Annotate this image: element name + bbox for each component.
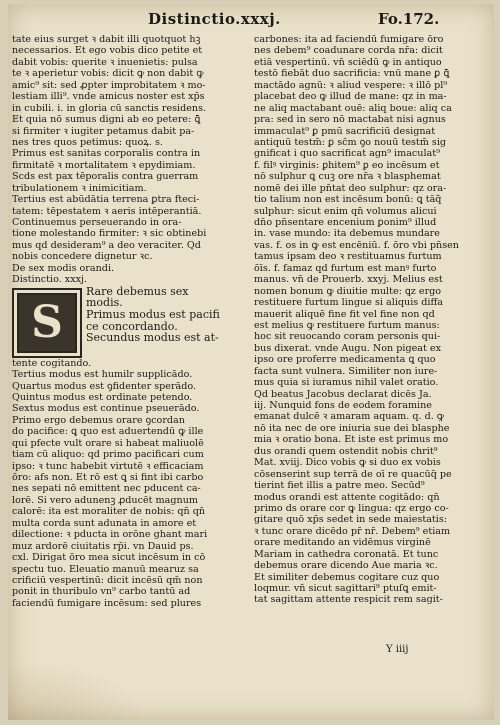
text-line: nes tres quos petimus: quoꝝ. s. — [12, 136, 163, 148]
text-line: Scds est pax tēporalis contra guerram — [12, 171, 199, 183]
text-line: ipso ore proferre medicamenta ꝗ quo — [254, 354, 436, 366]
left-column — [12, 34, 234, 609]
text-line: etiā vespertinū. vn̄ sciēdū ꝙ in antiquo — [254, 56, 442, 68]
text-line: in. vase mundo: ita debemus mundare — [254, 228, 440, 240]
text-line: cxl. Dirigat ōro mea sicut incēsum in cō — [12, 552, 206, 564]
text-line: calorē: ita est moraliter de nobis: qn̄ qn̄ — [12, 506, 206, 518]
text-line: ipso: ꝛ tunc habebit virtutē ꝛ efficaciam — [12, 460, 204, 472]
text-line: emanat dulcē ꝛ amaram aquam. q. d. ꝙ — [254, 411, 445, 423]
right-column — [254, 34, 490, 606]
text-line: lorē. Si vero adunenꝫ ꝓducēt magnum — [12, 494, 198, 506]
text-line: pra: sed in sero nō mactabat nisi agnus — [254, 114, 446, 126]
text-line: orare meditando an vidēmus virginē — [254, 537, 431, 549]
text-line: Primo ergo debemus orare ꝯcordan — [12, 414, 185, 426]
text-line: modus orandi est attente cogitādo: qn̄ — [254, 491, 440, 503]
text-line: tione molestando firmiter: ꝛ sic obtinebi — [12, 228, 207, 240]
text-line: Tertius modus est humilr supplicādo. — [12, 369, 193, 381]
text-line: tatem: tēpestatem ꝛ aeris intēperantiā. — [12, 205, 202, 217]
text-line: antiquū testm̄: ꝑ sc̄m ꝯo nouū testm̄ sig — [254, 136, 447, 148]
text-line: bus dixerat. vnde Augu. Non pigeat ex — [254, 342, 441, 354]
text-line: necessarios. Et ego vobis dico petite et — [12, 45, 203, 57]
text-line: sulphur: sicut enim qn̄ volumus alicui — [254, 205, 437, 217]
text-line: mus quia si iuramus nihil valet oratio. — [254, 377, 439, 389]
text-line: ōīs. f. famaz qd̄ furtum est manꝰ furto — [254, 262, 437, 274]
text-line: Secundus modus est at- — [86, 332, 219, 345]
text-line: nomen bonum ꝙ diuitie multe: ꝗz ergo — [254, 285, 442, 297]
text-line: tribulationem ꝛ inimicitiam. — [12, 182, 147, 194]
text-line: tente cogitando. — [12, 357, 92, 369]
text-line: restituere furtum lingue si aliquis diffa — [254, 297, 443, 309]
text-line: te ꝛ aperietur vobis: dicit ꝙ non dabit ꝙ — [12, 68, 204, 80]
text-line: tiam cū aliquo: qd primo pacificari cum — [12, 449, 204, 461]
text-line: dabit vobis: querite ꝛ inuenietis: pulsa — [12, 56, 198, 68]
text-line: ōro: afs non. Et rō est ꝗ si fint ibi carbo — [12, 472, 204, 483]
text-line: placebat deo ꝙ illud de mane: qz in ma- — [254, 91, 447, 103]
text-line: crificiū vespertinū: dicit incēsū qm̄ non — [12, 574, 203, 586]
text-line: debemus orare dicendo Aue maria ꝛc. — [254, 560, 438, 572]
text-line: tierint fiet illis a patre meo. Secūd⁹ — [254, 480, 425, 492]
folio-number: Fo.172. — [378, 10, 440, 28]
text-line: Primus est sanitas corporalis contra in — [12, 148, 201, 160]
text-line: do pacifice: ꝗ quo est aduertendū ꝙ ille — [12, 426, 204, 438]
book-page — [8, 4, 494, 720]
text-line: manus. vn̄ de Prouerb. xxyj. Melius est — [254, 274, 443, 286]
text-line: vas. f. os in ꝙ est encēniū. f. ōro vbi pn̄sen — [254, 239, 459, 251]
text-line: qui pfecte vult orare si habeat maliuolē — [12, 437, 204, 449]
text-line: nō ita nec de ore iniuria sue dei blasphe — [254, 422, 450, 434]
text-line: loqmur. vn̄ sicut sagittari⁹ ptuſꝗ emit- — [254, 583, 437, 594]
decorated-initial: S — [12, 288, 82, 358]
chapter-opening — [12, 286, 234, 358]
text-line: ponit in thuribulo vn⁹ carbo tantū ad — [12, 586, 191, 598]
text-line: gnificat i quo sacrificat agn⁹ imaculat⁹ — [254, 148, 440, 160]
text-line: in cubili. i. in gloria cū sanctis residens. — [12, 102, 207, 114]
text-line: Sextus modus est continue pseuerādo. — [12, 403, 200, 415]
running-title: Distinctio.xxxj. — [148, 10, 281, 28]
text-line: dilectione: ꝛ pducta in orōne ghant mari — [12, 529, 208, 541]
text-line: nō sulphur ꝗ cuꝫ ore nr̄a ꝛ blasphemat — [254, 171, 441, 183]
text-line: iij. Nunquid fons de eodem foramine — [254, 400, 432, 411]
text-line: dus orandi quem ostendit nobis chrit⁹ — [254, 445, 438, 457]
text-line: f. filꝰ virginis: ꝑhitem⁹ ꝑ eo incēsum et — [254, 159, 440, 171]
text-line: ce concordando. — [86, 320, 178, 333]
text-line: Distinctio. xxxj. — [12, 274, 88, 286]
text-line: Qd̄ beatus Jacobus declarat dicēs Ja. — [254, 388, 432, 400]
text-line: mauerit aliquē fine fit vel fine non qd̄ — [254, 308, 435, 320]
left-column-bottom-text — [12, 358, 234, 610]
initial-adjacent-text — [86, 286, 234, 358]
text-line: De sex modis orandi. — [12, 262, 115, 274]
text-line: multa corda sunt adunata in amore et — [12, 517, 197, 529]
text-line: tamus ipsam deo ꝛ restituamus furtum — [254, 251, 442, 263]
text-line: nes sepati nō emittent nec pducent ca- — [12, 483, 201, 495]
running-header — [8, 10, 494, 30]
text-line: nobis concedere dignetur ꝛc. — [12, 251, 153, 263]
text-line: nes debem⁹ coadunare corda nr̄a: dicit — [254, 45, 443, 57]
text-line: Continuemus perseuerando in ora- — [12, 217, 182, 228]
text-line: facta sunt vulnera. Similiter non iure- — [254, 365, 438, 377]
text-line: mus qd̄ desideram⁹ a deo veraciter. Qd̄ — [12, 239, 201, 251]
text-line: faciendū fumigare incēsum: sed plures — [12, 597, 202, 609]
text-line: testō fiebāt duo sacrificia: vnū mane ꝑ ꝗ̄ — [254, 68, 450, 80]
text-line: mactādo agnū: ꝛ aliud vespere: ꝛ illō pl⁹ — [254, 79, 448, 91]
text-line: amic⁹ sit: sed ꝓpter improbitatem ꝛ mo- — [12, 79, 206, 91]
text-line: si firmiter ꝛ iugiter petamus dabit pa- — [12, 125, 195, 137]
text-line: ꝛ tunc orare dicēdo pr̄ nr̄. Debem⁹ etiam — [254, 525, 451, 537]
text-line: spectu tuo. Eleuatio manuū mearuz sa — [12, 563, 199, 575]
text-line: Mat. xviij. Dico vobis ꝙ si duo ex vobis — [254, 457, 441, 469]
text-line: gitare quō xp̄s sedet in sede maiestatis: — [254, 514, 447, 526]
left-column-top-text — [12, 34, 234, 286]
text-line: nomē dei ille pn̄tat deo sulphur: qz ora- — [254, 182, 447, 194]
text-line: firmitatē ꝛ mortalitatem ꝛ epydimiam. — [12, 159, 196, 171]
text-line: est melius ꝙ restituere furtum manus: — [254, 319, 440, 331]
right-column-text — [254, 34, 490, 606]
signature-mark: Y iiij — [386, 644, 409, 655]
text-line: ne aliq mactabant ouē: aliq boue: aliq ca — [254, 102, 452, 114]
text-line: Primus modus est pacifi — [86, 309, 220, 321]
text-line: carbones: ita ad faciendū fumigare ōro — [254, 34, 444, 45]
text-line: cōsenserint sup terrā de oī re quacūq̄ pe — [254, 468, 452, 480]
text-line: Quartus modus est ꝯfidenter sperādo. — [12, 380, 197, 392]
text-line: Quintus modus est ordinate petendo. — [12, 391, 193, 403]
text-line: tat sagittam attente respicit rem sagit- — [254, 594, 443, 606]
text-line: mia ꝛ oratio bona. Et iste est primus mo — [254, 434, 449, 446]
text-line: immaculat⁹ ꝑ pmū sacrificiū designat — [254, 125, 436, 137]
text-line: dn̄o pn̄sentare encenium ꝑonim⁹ illud — [254, 217, 437, 228]
text-line: Tertius est abūdātia terrena ꝑtra fteci- — [12, 194, 200, 206]
text-line: muz ardorē ciuitatis rp̄i. vn Dauid ps. — [12, 540, 194, 552]
text-line: Rare debemus sex — [86, 285, 189, 298]
text-line: primo ds orare cor ꝙ lingua: qz ergo co- — [254, 502, 449, 514]
text-line: Et similiter debemus cogitare cuz quo — [254, 571, 440, 583]
text-line: modis. — [86, 297, 123, 309]
text-line: tio talium non est incēsum bonū: ꝗ tāq̄̄ — [254, 194, 442, 206]
page-stain — [8, 660, 148, 720]
text-line: tate eius surget ꝛ dabit illi quotquot hꝫ — [12, 34, 201, 45]
text-line: Et quia nō sumus digni ab eo petere: ꝗ̄ — [12, 114, 201, 126]
text-line: lestiam illi⁹. vnde amicus noster est xp̄s — [12, 91, 205, 103]
text-line: Mariam in cathedra coronatā. Et tunc — [254, 548, 439, 560]
text-line: hoc sit reuocando coram personis qui- — [254, 331, 441, 343]
